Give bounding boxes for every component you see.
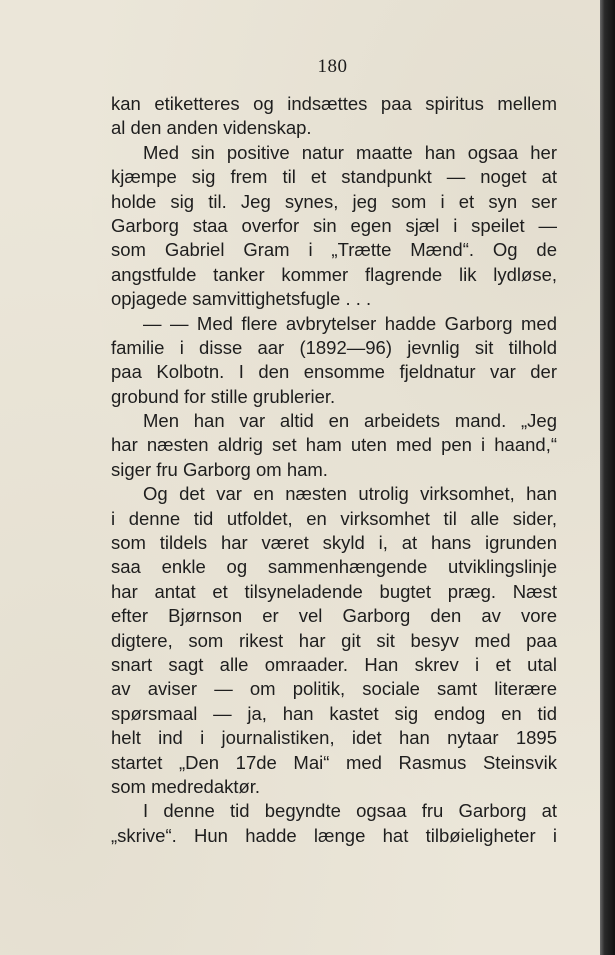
text-line: som medredaktør. — [111, 775, 261, 797]
page-edge-shadow — [600, 0, 615, 955]
text-line: saa enkle og sammenhængende utviklingslinje — [111, 556, 557, 578]
text-line: holde sig til. Jeg synes, jeg som i et syn ser — [111, 190, 557, 212]
text-line: startet „Den 17de Mai“ med Rasmus Steinsvik — [111, 751, 557, 773]
text-line: I denne tid begyndte ogsaa fru Garborg at — [143, 800, 557, 822]
text-line: „skrive“. Hun hadde længe hat tilbøieligheter i — [111, 824, 557, 846]
text-line: i denne tid utfoldet, en virksomhet til alle sider, — [111, 507, 557, 529]
text-line: — — Med flere avbrytelser hadde Garborg med — [143, 312, 557, 334]
text-line: digtere, som rikest har git sit besyv med paa — [111, 629, 557, 651]
text-line: som Gabriel Gram i „Trætte Mænd“. Og de — [111, 239, 557, 261]
text-line: snart sagt alle omraader. Han skrev i et utal — [111, 653, 557, 675]
text-line: Og det var en næsten utrolig virksomhet, han — [143, 483, 557, 505]
text-line: har antat et tilsyneladende bugtet præg. Næst — [111, 580, 557, 602]
text-line: al den anden videnskap. — [111, 117, 312, 139]
text-line: efter Bjørnson er vel Garborg den av vore — [111, 605, 557, 627]
text-line: av aviser — om politik, sociale samt literære — [111, 678, 557, 700]
text-line: har næsten aldrig set ham uten med pen i haand,“ — [111, 434, 557, 456]
text-line: spørsmaal — ja, han kastet sig endog en tid — [111, 702, 557, 724]
text-line: Garborg staa overfor sin egen sjæl i speilet — — [111, 214, 557, 236]
text-line: Med sin positive natur maatte han ogsaa her — [143, 141, 557, 163]
text-line: opjagede samvittighetsfugle . . . — [111, 288, 372, 310]
text-line: siger fru Garborg om ham. — [111, 458, 328, 480]
text-line: helt ind i journalistiken, idet han nytaar 1895 — [111, 727, 557, 749]
page-number: 180 — [317, 56, 348, 77]
text-line: grobund for stille grublerier. — [111, 385, 336, 407]
text-line: kan etiketteres og indsættes paa spiritus mellem — [111, 93, 557, 114]
text-line: som tildels har været skyld i, at hans igrunden — [111, 532, 557, 554]
text-line: paa Kolbotn. I den ensomme fjeldnatur var der — [111, 361, 557, 383]
text-line: angstfulde tanker kommer flagrende lik lydløse, — [111, 263, 557, 285]
text-line: Men han var altid en arbeidets mand. „Jeg — [143, 410, 557, 432]
body-text — [111, 92, 557, 848]
text-line: familie i disse aar (1892—96) jevnlig sit tilhold — [111, 336, 557, 358]
text-line: kjæmpe sig frem til et standpunkt — noget at — [111, 166, 557, 188]
